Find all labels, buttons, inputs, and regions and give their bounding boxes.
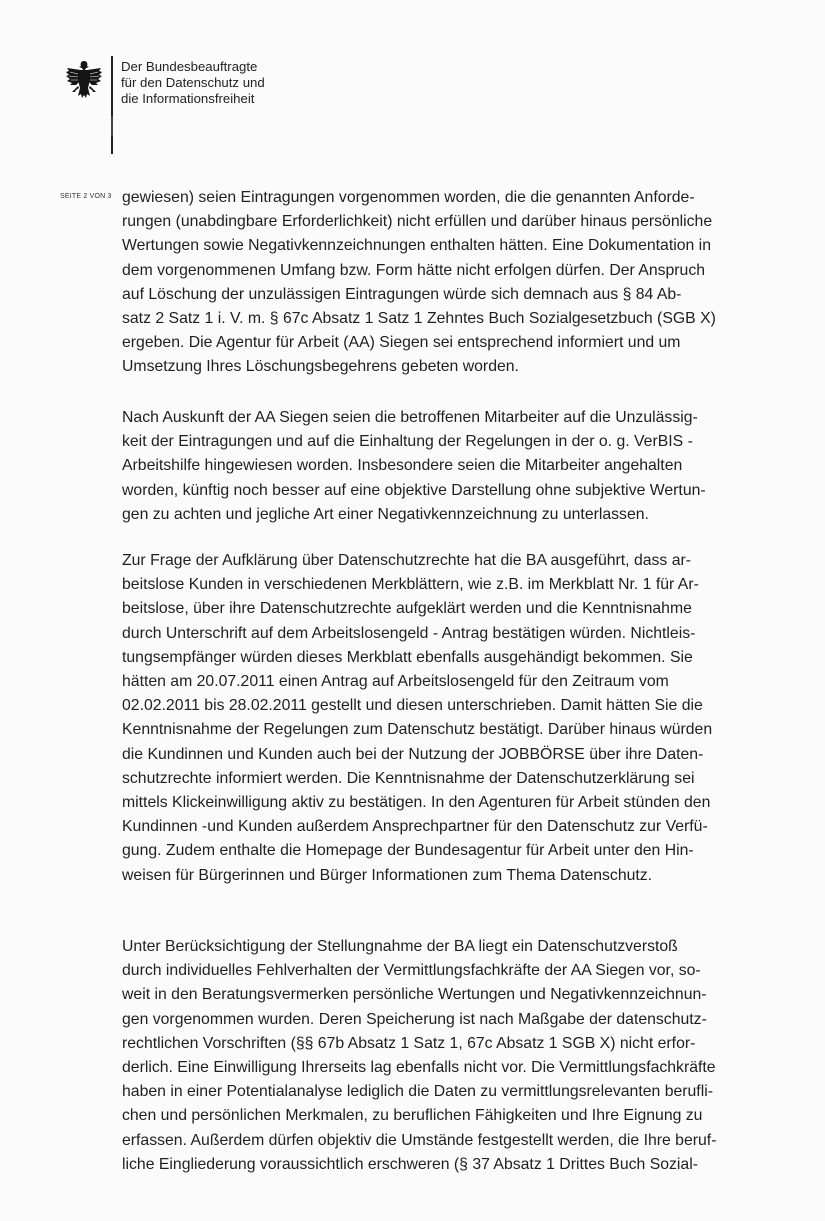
text-line: derlich. Eine Einwilligung Ihrerseits lag ebenfalls nicht vor. Die Vermittlungsfachkräfte <box>122 1059 716 1077</box>
paragraph-3 <box>122 549 806 888</box>
text-line: chen und persönlichen Merkmalen, zu beruflichen Fähigkeiten und Ihre Eignung zu <box>122 1107 703 1125</box>
text-line: Wertungen sowie Negativkennzeichnungen enthalten hätten. Eine Dokumentation in <box>122 237 711 255</box>
text-line: satz 2 Satz 1 i. V. m. § 67c Absatz 1 Satz 1 Zehntes Buch Sozialgesetzbuch (SGB X) <box>122 310 716 328</box>
letterhead-divider <box>111 56 113 154</box>
text-line: rechtlichen Vorschriften (§§ 67b Absatz 1 Satz 1, 67c Absatz 1 SGB X) nicht erfor- <box>122 1034 696 1052</box>
text-line: die Kundinnen und Kunden auch bei der Nutzung der JOBBÖRSE über ihre Daten- <box>122 745 704 763</box>
paragraph-4 <box>122 935 806 1177</box>
text-line: Kundinnen -und Kunden außerdem Ansprechpartner für den Datenschutz zur Verfü- <box>122 818 708 836</box>
text-line: schutzrechte informiert werden. Die Kenntnisnahme der Datenschutzerklärung sei <box>122 769 695 787</box>
text-line: Nach Auskunft der AA Siegen seien die betroffenen Mitarbeiter auf die Unzulässig- <box>122 409 698 426</box>
paragraph-2 <box>122 406 806 527</box>
text-line: 02.02.2011 bis 28.02.2011 gestellt und diesen unterschrieben. Damit hätten Sie die <box>122 697 703 715</box>
text-line: Unter Berücksichtigung der Stellungnahme der BA liegt ein Datenschutzverstoß <box>122 938 678 955</box>
paragraph-1 <box>122 186 806 380</box>
authority-name-line: die Informationsfreiheit <box>121 91 255 107</box>
text-line: gen zu achten und jegliche Art einer Negativkennzeichnung zu unterlassen. <box>122 505 649 523</box>
text-line: gewiesen) seien Eintragungen vorgenommen worden, die die genannten Anforde- <box>122 189 695 206</box>
text-line: Kenntnisnahme der Regelungen zum Datenschutz bestätigt. Darüber hinaus würden <box>122 721 713 739</box>
text-line: ergeben. Die Agentur für Arbeit (AA) Siegen sei entsprechend informiert und um <box>122 334 681 352</box>
text-line: worden, künftig noch besser auf eine objektive Darstellung ohne subjektive Wertun- <box>122 481 706 499</box>
text-line: gung. Zudem enthalte die Homepage der Bundesagentur für Arbeit unter den Hin- <box>122 842 694 860</box>
text-line: gen vorgenommen wurden. Deren Speicherung ist nach Maßgabe der datenschutz- <box>122 1010 707 1028</box>
text-line: Umsetzung Ihres Löschungsbegehrens gebeten worden. <box>122 358 519 376</box>
text-line: weisen für Bürgerinnen und Bürger Informationen zum Thema Datenschutz. <box>122 866 653 884</box>
text-line: keit der Eintragungen und auf die Einhaltung der Regelungen in der o. g. VerBIS - <box>122 433 693 451</box>
text-line: Arbeitshilfe hingewiesen worden. Insbesondere seien die Mitarbeiter angehalten <box>122 457 683 475</box>
text-line: weit in den Beratungsvermerken persönliche Wertungen und Negativkennzeichnun- <box>122 986 707 1004</box>
text-line: haben in einer Potentialanalyse lediglich die Daten zu vermittlungsrelevanten berufli- <box>122 1083 713 1101</box>
text-line: beitslose Kunden in verschiedenen Merkblättern, wie z.B. im Merkblatt Nr. 1 für Ar- <box>122 576 699 594</box>
text-line: hätten am 20.07.2011 einen Antrag auf Arbeitslosengeld für den Zeitraum vom <box>122 673 669 691</box>
authority-name <box>121 59 265 108</box>
text-line: durch individuelles Fehlverhalten der Vermittlungsfachkräfte der AA Siegen vor, so- <box>122 962 701 980</box>
text-line: dem vorgenommenen Umfang bzw. Form hätte nicht erfolgen dürfen. Der Anspruch <box>122 261 706 279</box>
text-line: durch Unterschrift auf dem Arbeitslosengeld - Antrag bestätigen würden. Nichtleis- <box>122 624 696 642</box>
text-line: tungsempfänger würden dieses Merkblatt ebenfalls ausgehändigt bekommen. Sie <box>122 648 693 666</box>
text-line: Zur Frage der Aufklärung über Datenschutzrechte hat die BA ausgeführt, dass ar- <box>122 552 692 569</box>
text-line: rungen (unabdingbare Erforderlichkeit) nicht erfüllen und darüber hinaus persönliche <box>122 213 713 231</box>
page-number: SEITE 2 VON 3 <box>60 193 112 200</box>
text-line: erfassen. Außerdem dürfen objektiv die Umstände festgestellt werden, die Ihre beruf- <box>122 1131 717 1149</box>
authority-name-line: für den Datenschutz und <box>121 75 265 91</box>
federal-eagle-icon <box>64 58 104 102</box>
text-line: auf Löschung der unzulässigen Eintragungen würde sich demnach aus § 84 Ab- <box>122 285 682 303</box>
text-line: beitslose, über ihre Datenschutzrechte aufgeklärt werden und die Kenntnisnahme <box>122 600 692 618</box>
text-line: liche Eingliederung voraussichtlich erschweren (§ 37 Absatz 1 Drittes Buch Sozial- <box>122 1155 698 1173</box>
text-line: mittels Klickeinwilligung aktiv zu bestätigen. In den Agenturen für Arbeit stünden den <box>122 794 711 812</box>
authority-name-line: Der Bundesbeauftragte <box>121 59 258 74</box>
